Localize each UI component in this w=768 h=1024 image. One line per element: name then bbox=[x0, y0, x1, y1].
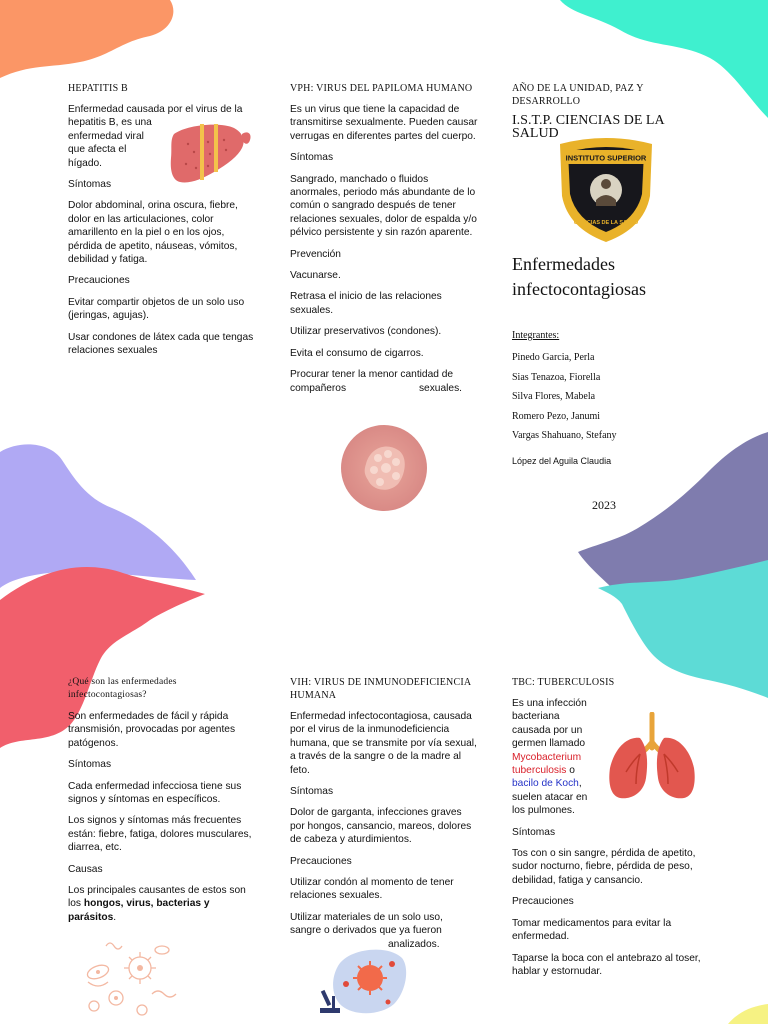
vph-symptoms: Sangrado, manchado o fluidos anormales, periodo más abundante de lo común o sangrado después de tener relaciones sexuales, dolor de espalda y/o pélvico persistente y sin razón aparente. bbox=[290, 173, 477, 239]
vph-prevention-1: Vacunarse. bbox=[290, 270, 341, 282]
tbc-intro-text: , suelen atacar en los pulmones. bbox=[512, 778, 588, 817]
general-causes-label: Causas bbox=[68, 863, 103, 875]
hepatitis-intro-line: enfermedad viral bbox=[68, 130, 144, 142]
vph-prevention-5-word: compañeros bbox=[290, 382, 347, 394]
general-causes-end: . bbox=[113, 911, 117, 923]
hepatitis-precaution-2: Usar condones de látex cada que tengas relaciones sexuales bbox=[68, 331, 254, 357]
tbc-intro-text: o bbox=[566, 765, 575, 777]
vih-symptoms-label: Síntomas bbox=[290, 786, 334, 798]
vph-panel bbox=[290, 82, 478, 395]
general-symptoms-label: Síntomas bbox=[68, 759, 112, 771]
hepatitis-precautions-label: Precauciones bbox=[68, 275, 130, 287]
vih-intro: Enfermedad infectocontagiosa, causada por el virus de la inmunodeficiencia humana, que se transmite por vía sexual, a través de la sangre o de la madre al feto. bbox=[290, 711, 477, 776]
tbc-symptoms: Tos con o sin sangre, pérdida de apetito, sudor nocturno, fiebre, pérdida de peso, debilidad, fatiga y cansancio. bbox=[512, 848, 696, 886]
general-panel bbox=[68, 676, 256, 932]
vph-prevention-5-word: sexuales. bbox=[418, 382, 462, 394]
vph-title: VPH: VIRUS DEL PAPILOMA HUMANO bbox=[290, 83, 473, 94]
orange-blob bbox=[0, 0, 180, 80]
institute-logo bbox=[556, 136, 656, 244]
vph-prevention-3: Utilizar preservativos (condones). bbox=[290, 326, 442, 338]
hepatitis-intro-line: hígado. bbox=[68, 157, 102, 169]
year-title: AÑO DE LA UNIDAD, PAZ Y DESARROLLO bbox=[512, 83, 644, 107]
hepatitis-intro-line: que afecta el bbox=[68, 144, 127, 156]
vih-precaution-2-end: analizados. bbox=[388, 938, 440, 950]
virus-microscope-icon bbox=[318, 944, 410, 1016]
tbc-intro-red: Mycobacterium tuberculosis bbox=[512, 751, 582, 777]
liver-icon bbox=[168, 120, 252, 186]
logo-bottom-text: CIENCIAS DE LA SALUD bbox=[573, 220, 639, 226]
brochure-title bbox=[512, 252, 646, 302]
member-item: Silva Flores, Mabela bbox=[512, 391, 596, 402]
vih-symptoms: Dolor de garganta, infecciones graves por hongos, cansancio, mareos, dolores de cabeza y aturdimientos. bbox=[290, 807, 472, 846]
member-item: Romero Pezo, Janumi bbox=[512, 410, 601, 422]
general-answer: Son enfermedades de fácil y rápida transmisión, provocadas por agentes patógenos. bbox=[68, 711, 236, 749]
lungs-icon bbox=[606, 712, 698, 802]
tbc-precautions-label: Precauciones bbox=[512, 896, 574, 908]
tbc-precaution-1: Tomar medicamentos para evitar la enfermedad. bbox=[512, 917, 672, 943]
tbc-symptoms-label: Síntomas bbox=[512, 826, 556, 838]
vph-intro: Es un virus que tiene la capacidad de transmitirse sexualmente. Pueden causar verrugas en diferentes partes del cuerpo. bbox=[290, 104, 478, 142]
hepatitis-intro-line: Enfermedad causada por el virus de la bbox=[68, 104, 243, 115]
member-item: Vargas Shahuano, Stefany bbox=[512, 430, 617, 441]
vph-prevention-label: Prevención bbox=[290, 248, 341, 260]
logo-top-text: INSTITUTO SUPERIOR bbox=[565, 153, 647, 163]
vih-precaution-1: Utilizar condón al momento de tener relaciones sexuales. bbox=[290, 877, 454, 902]
microbes-icon bbox=[76, 936, 180, 1022]
tbc-title: TBC: TUBERCULOSIS bbox=[512, 677, 615, 688]
hepatitis-intro-line: hepatitis B, es una bbox=[68, 117, 152, 129]
hepatitis-symptoms-label: Síntomas bbox=[68, 179, 112, 191]
general-question: ¿Qué son las enfermedades infectocontagiosas? bbox=[68, 677, 177, 700]
brochure-title-line: Enfermedades bbox=[512, 254, 615, 274]
tbc-intro-text: Es una infección bacteriana causada por un germen llamado bbox=[512, 698, 587, 750]
vih-precautions-label: Precauciones bbox=[290, 855, 352, 867]
member-item: Sias Tenazoa, Fiorella bbox=[512, 371, 601, 383]
members-label: Integrantes: bbox=[512, 330, 560, 341]
general-causes-bold: hongos, virus, bacterias y parásitos bbox=[68, 898, 210, 923]
vih-panel bbox=[290, 676, 478, 951]
vph-prevention-5 bbox=[290, 368, 478, 395]
vph-prevention-4: Evita el consumo de cigarros. bbox=[290, 347, 424, 359]
wart-photo bbox=[340, 424, 428, 512]
hepatitis-symptoms: Dolor abdominal, orina oscura, fiebre, dolor en las articulaciones, color amarillento en la piel o en los ojos, pérdida de apetito, náuseas, vómitos, debilidad y fatiga. bbox=[68, 200, 238, 266]
brochure-title-line: infectocontagiosas bbox=[512, 279, 646, 299]
general-symptom-1: Cada enfermedad infecciosa tiene sus signos y síntomas en específicos. bbox=[68, 780, 242, 806]
vih-title: VIH: VIRUS DE INMUNODEFICIENCIA HUMANA bbox=[290, 677, 471, 701]
vph-prevention-5-line: Procurar tener la menor cantidad de bbox=[290, 369, 454, 381]
vph-symptoms-label: Síntomas bbox=[290, 152, 334, 164]
hepatitis-title: HEPATITIS B bbox=[68, 83, 128, 94]
tbc-intro-blue: bacilo de Koch bbox=[512, 778, 579, 790]
tbc-intro bbox=[512, 697, 592, 818]
hepatitis-precaution-1: Evitar compartir objetos de un solo uso (jeringas, agujas). bbox=[68, 296, 245, 322]
vih-precaution-2-text: Utilizar materiales de un solo uso, sangre o derivados que ya fueron bbox=[290, 911, 443, 937]
yellow-blob bbox=[728, 1004, 768, 1024]
vph-prevention-2: Retrasa el inicio de las relaciones sexuales. bbox=[290, 291, 442, 316]
members-list bbox=[512, 330, 617, 450]
member-item: Pinedo Garcia, Perla bbox=[512, 352, 595, 363]
tbc-precaution-2: Taparse la boca con el antebrazo al toser, hablar y estornudar. bbox=[512, 952, 701, 977]
cover-panel bbox=[512, 82, 712, 141]
general-symptom-2: Los signos y síntomas más frecuentes están: fiebre, fatiga, dolores musculares, diarrea, etc. bbox=[68, 815, 252, 854]
extra-member: López del Aguila Claudia bbox=[512, 456, 612, 466]
institute-name: I.S.T.P. CIENCIAS DE LA SALUD bbox=[512, 113, 664, 142]
general-causes bbox=[68, 884, 256, 924]
cover-year: 2023 bbox=[592, 498, 616, 512]
general-causes-text: Los principales causantes de estos son los bbox=[68, 885, 246, 910]
